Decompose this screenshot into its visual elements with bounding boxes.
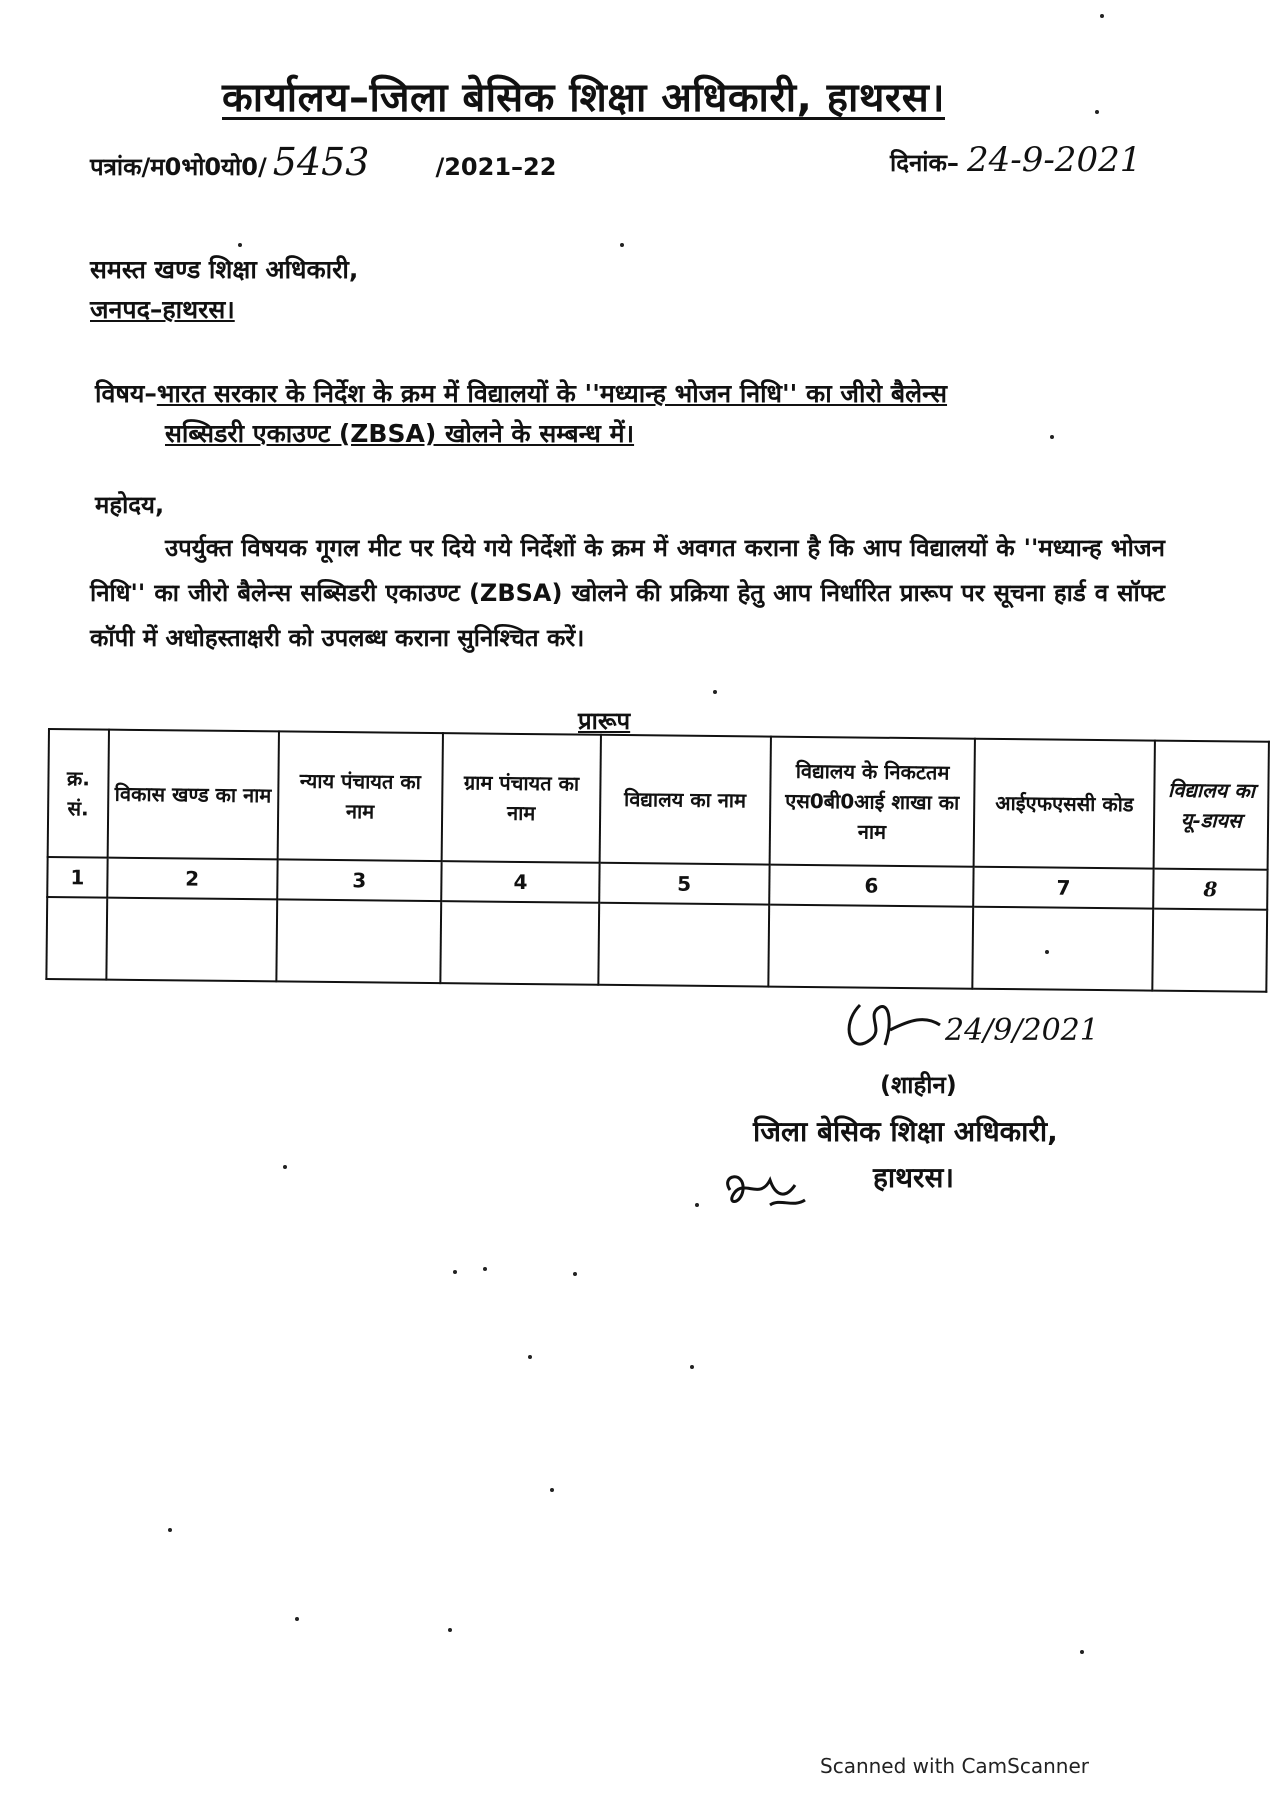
empty-cell [441,901,600,985]
letter-date [890,140,1141,180]
format-table [45,728,1270,993]
empty-cell [598,903,769,987]
empty-cell [276,899,442,983]
empty-cell [973,907,1154,991]
scanner-watermark: Scanned with CamScanner [820,1754,1089,1778]
scan-speck [690,1365,694,1369]
scan-speck [573,1272,577,1276]
subject-line-2: सब्सिडरी एकाउण्ट (ZBSA) खोलने के सम्बन्ध में। [165,419,635,448]
header-cell-gram-panchayat: ग्राम पंचायत का नाम [442,733,601,863]
signatory-name: (शाहीन) [880,1071,957,1099]
header-cell-nyay-panchayat: न्याय पंचायत का नाम [277,731,443,861]
scan-speck [620,243,624,247]
number-cell: 8 [1153,869,1267,910]
subject-line-1: भारत सरकार के निर्देश के क्रम में विद्यालयों के ''मध्यान्ह भोजन निधि'' का जीरो बैलेन्स [156,379,948,408]
empty-cell [106,898,277,982]
scan-speck [695,1203,699,1207]
recipient-line-1: समस्त खण्ड शिक्षा अधिकारी, [90,255,359,284]
scan-speck [168,1528,172,1532]
header-cell-udise-handwritten: विद्यालय का यू-डायस [1154,741,1269,870]
scan-speck [550,1488,554,1492]
scan-speck [1080,1650,1084,1654]
subject-label: विषय– [95,379,157,408]
scan-speck [1050,435,1054,439]
scan-speck [483,1267,487,1271]
scan-speck [1095,110,1099,114]
header-cell-sbi-branch: विद्यालय के निकटतम एस0बी0आई शाखा का नाम [769,737,975,867]
scan-speck [238,243,242,247]
table-header-row [48,729,1269,870]
ref-number-handwritten: 5453 [272,140,370,184]
scan-speck [453,1270,457,1274]
scan-speck [1045,950,1049,954]
empty-cell [1152,909,1267,992]
header-cell-block: विकास खण्ड का नाम [108,730,279,860]
empty-cell [46,897,107,980]
scan-speck [1100,14,1104,18]
scan-speck [295,1617,299,1621]
date-handwritten: 24-9-2021 [966,140,1142,180]
number-cell: 4 [441,861,599,903]
format-title: प्रारूप [578,707,631,735]
office-title: कार्यालय–जिला बेसिक शिक्षा अधिकारी, हाथरस। [222,75,945,121]
ref-prefix: पत्रांक/म0भो0यो0/ [90,153,267,181]
scan-speck [283,1165,287,1169]
number-cell: 5 [599,863,769,905]
signatory-location: हाथरस। [873,1161,955,1194]
empty-cell [768,905,974,989]
signature-date: 24/9/2021 [945,1013,1099,1048]
number-cell: 6 [769,865,974,907]
signatory-designation: जिला बेसिक शिक्षा अधिकारी, [753,1115,1058,1148]
reference-number [90,140,556,184]
handwritten-signature [830,985,1130,1069]
number-cell: 1 [47,857,107,898]
header-cell-serial: क्र. सं. [48,729,109,858]
number-cell: 3 [277,859,442,901]
scan-speck [448,1628,452,1632]
subject [95,374,1175,454]
header-cell-school-name: विद्यालय का नाम [600,735,771,865]
body-paragraph: उपर्युक्त विषयक गूगल मीट पर दिये गये निर्देशों के क्रम में अवगत कराना है कि आप विद्यालयों के ''मध्यान्ह भोजन निधि'' का जीरो बैलेन्स सब्सिडरी एकाउण्ट (ZBSA) खोलने की प्रक्रिया हेतु आप निर्धारित प्रारूप पर सूचना हार्ड व सॉफ्ट कॉपी में अधोहस्ताक्षरी को उपलब्ध कराना सुनिश्चित करें। [90,534,1165,652]
date-label: दिनांक– [890,149,959,177]
salutation: महोदय, [95,491,165,519]
number-cell: 7 [974,867,1154,909]
table-empty-row [46,897,1267,992]
initials-scribble-icon [715,1160,815,1224]
scan-speck [528,1355,532,1359]
recipient-line-2: जनपद–हाथरस। [90,295,235,324]
header-cell-ifsc: आईएफएससी कोड [974,739,1155,869]
number-cell: 2 [107,858,277,900]
scan-speck [713,690,717,694]
signature-scribble-icon [830,985,1130,1065]
ref-year: /2021–22 [435,153,557,181]
